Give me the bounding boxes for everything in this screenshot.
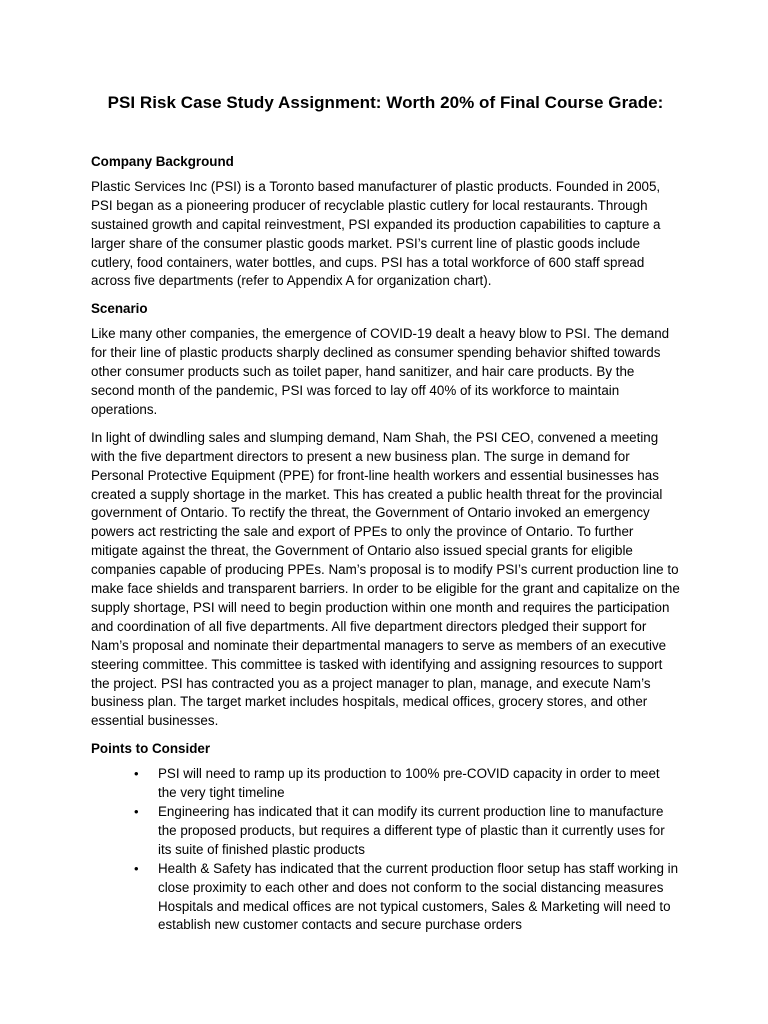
bullet-icon: •	[134, 766, 139, 782]
list-item	[91, 860, 680, 936]
points-to-consider-heading: Points to Consider	[91, 741, 211, 757]
list-item-text: Engineering has indicated that it can modify its current production line to manufacture the proposed products, but requires a different type of plastic than it currently uses for its suite of finished plastic products	[158, 804, 665, 857]
document-title: PSI Risk Case Study Assignment: Worth 20% of Final Course Grade:	[107, 93, 664, 112]
points-list	[91, 765, 680, 935]
list-item	[91, 765, 680, 803]
scenario-paragraph: Like many other companies, the emergence of COVID-19 dealt a heavy blow to PSI. The demand for their line of plastic products sharply declined as consumer spending behavior shifted towards other consumer products such as toilet paper, hand sanitizer, and hair care products. By the second month of the pandemic, PSI was forced to lay off 40% of its workforce to maintain operations.	[91, 326, 670, 417]
list-item-text: PSI will need to ramp up its production to 100% pre-COVID capacity in order to meet the very tight timeline	[158, 766, 660, 801]
scenario-paragraph: In light of dwindling sales and slumping demand, Nam Shah, the PSI CEO, convened a meeting with the five department directors to present a new business plan. The surge in demand for Personal Protective Equipment (PPE) for front-line health workers and essential businesses has created a supply shortage in the market. This has created a public health threat for the provincial government of Ontario. To rectify the threat, the Government of Ontario invoked an emergency powers act restricting the sale and export of PPEs to only the province of Ontario. To further mitigate against the threat, the Government of Ontario also issued special grants for eligible companies capable of producing PPEs. Nam’s proposal is to modify PSI’s current production line to make face shields and transparent barriers. In order to be eligible for the grant and capitalize on the supply shortage, PSI will need to begin production within one month and requires the participation and coordination of all five departments. All five department directors pledged their support for Nam’s proposal and nominate their departmental managers to serve as members of an executive steering committee. This committee is tasked with identifying and assigning resources to support the project. PSI has contracted you as a project manager to plan, manage, and execute Nam’s business plan. The target market includes hospitals, medical offices, grocery stores, and other essential businesses.	[91, 429, 680, 729]
company-background-heading: Company Background	[91, 154, 234, 169]
list-item	[91, 803, 680, 860]
points-to-consider-section	[91, 740, 680, 935]
bullet-icon: •	[134, 804, 139, 819]
list-item-text: Health & Safety has indicated that the current production floor setup has staff working in close proximity to each other and does not conform to the social distancing measures Hospitals and medical offices are not typical customers, Sales & Marketing will need to establish new customer contacts and secure purchase orders	[158, 860, 679, 933]
scenario-heading: Scenario	[91, 301, 148, 317]
company-background-paragraph: Plastic Services Inc (PSI) is a Toronto based manufacturer of plastic products. Founded in 2005, PSI began as a pioneering producer of recyclable plastic cutlery for local restaurants. Through sustained growth and capital reinvestment, PSI expanded its production capabilities to capture a larger share of the consumer plastic goods market. PSI’s current line of plastic goods include cutlery, food containers, water bottles, and cups. PSI has a total workforce of 600 staff spread across five departments (refer to Appendix A for organization chart).	[91, 178, 661, 289]
bullet-icon: •	[134, 860, 139, 876]
scenario-section	[91, 300, 680, 731]
company-background-section	[91, 153, 680, 291]
